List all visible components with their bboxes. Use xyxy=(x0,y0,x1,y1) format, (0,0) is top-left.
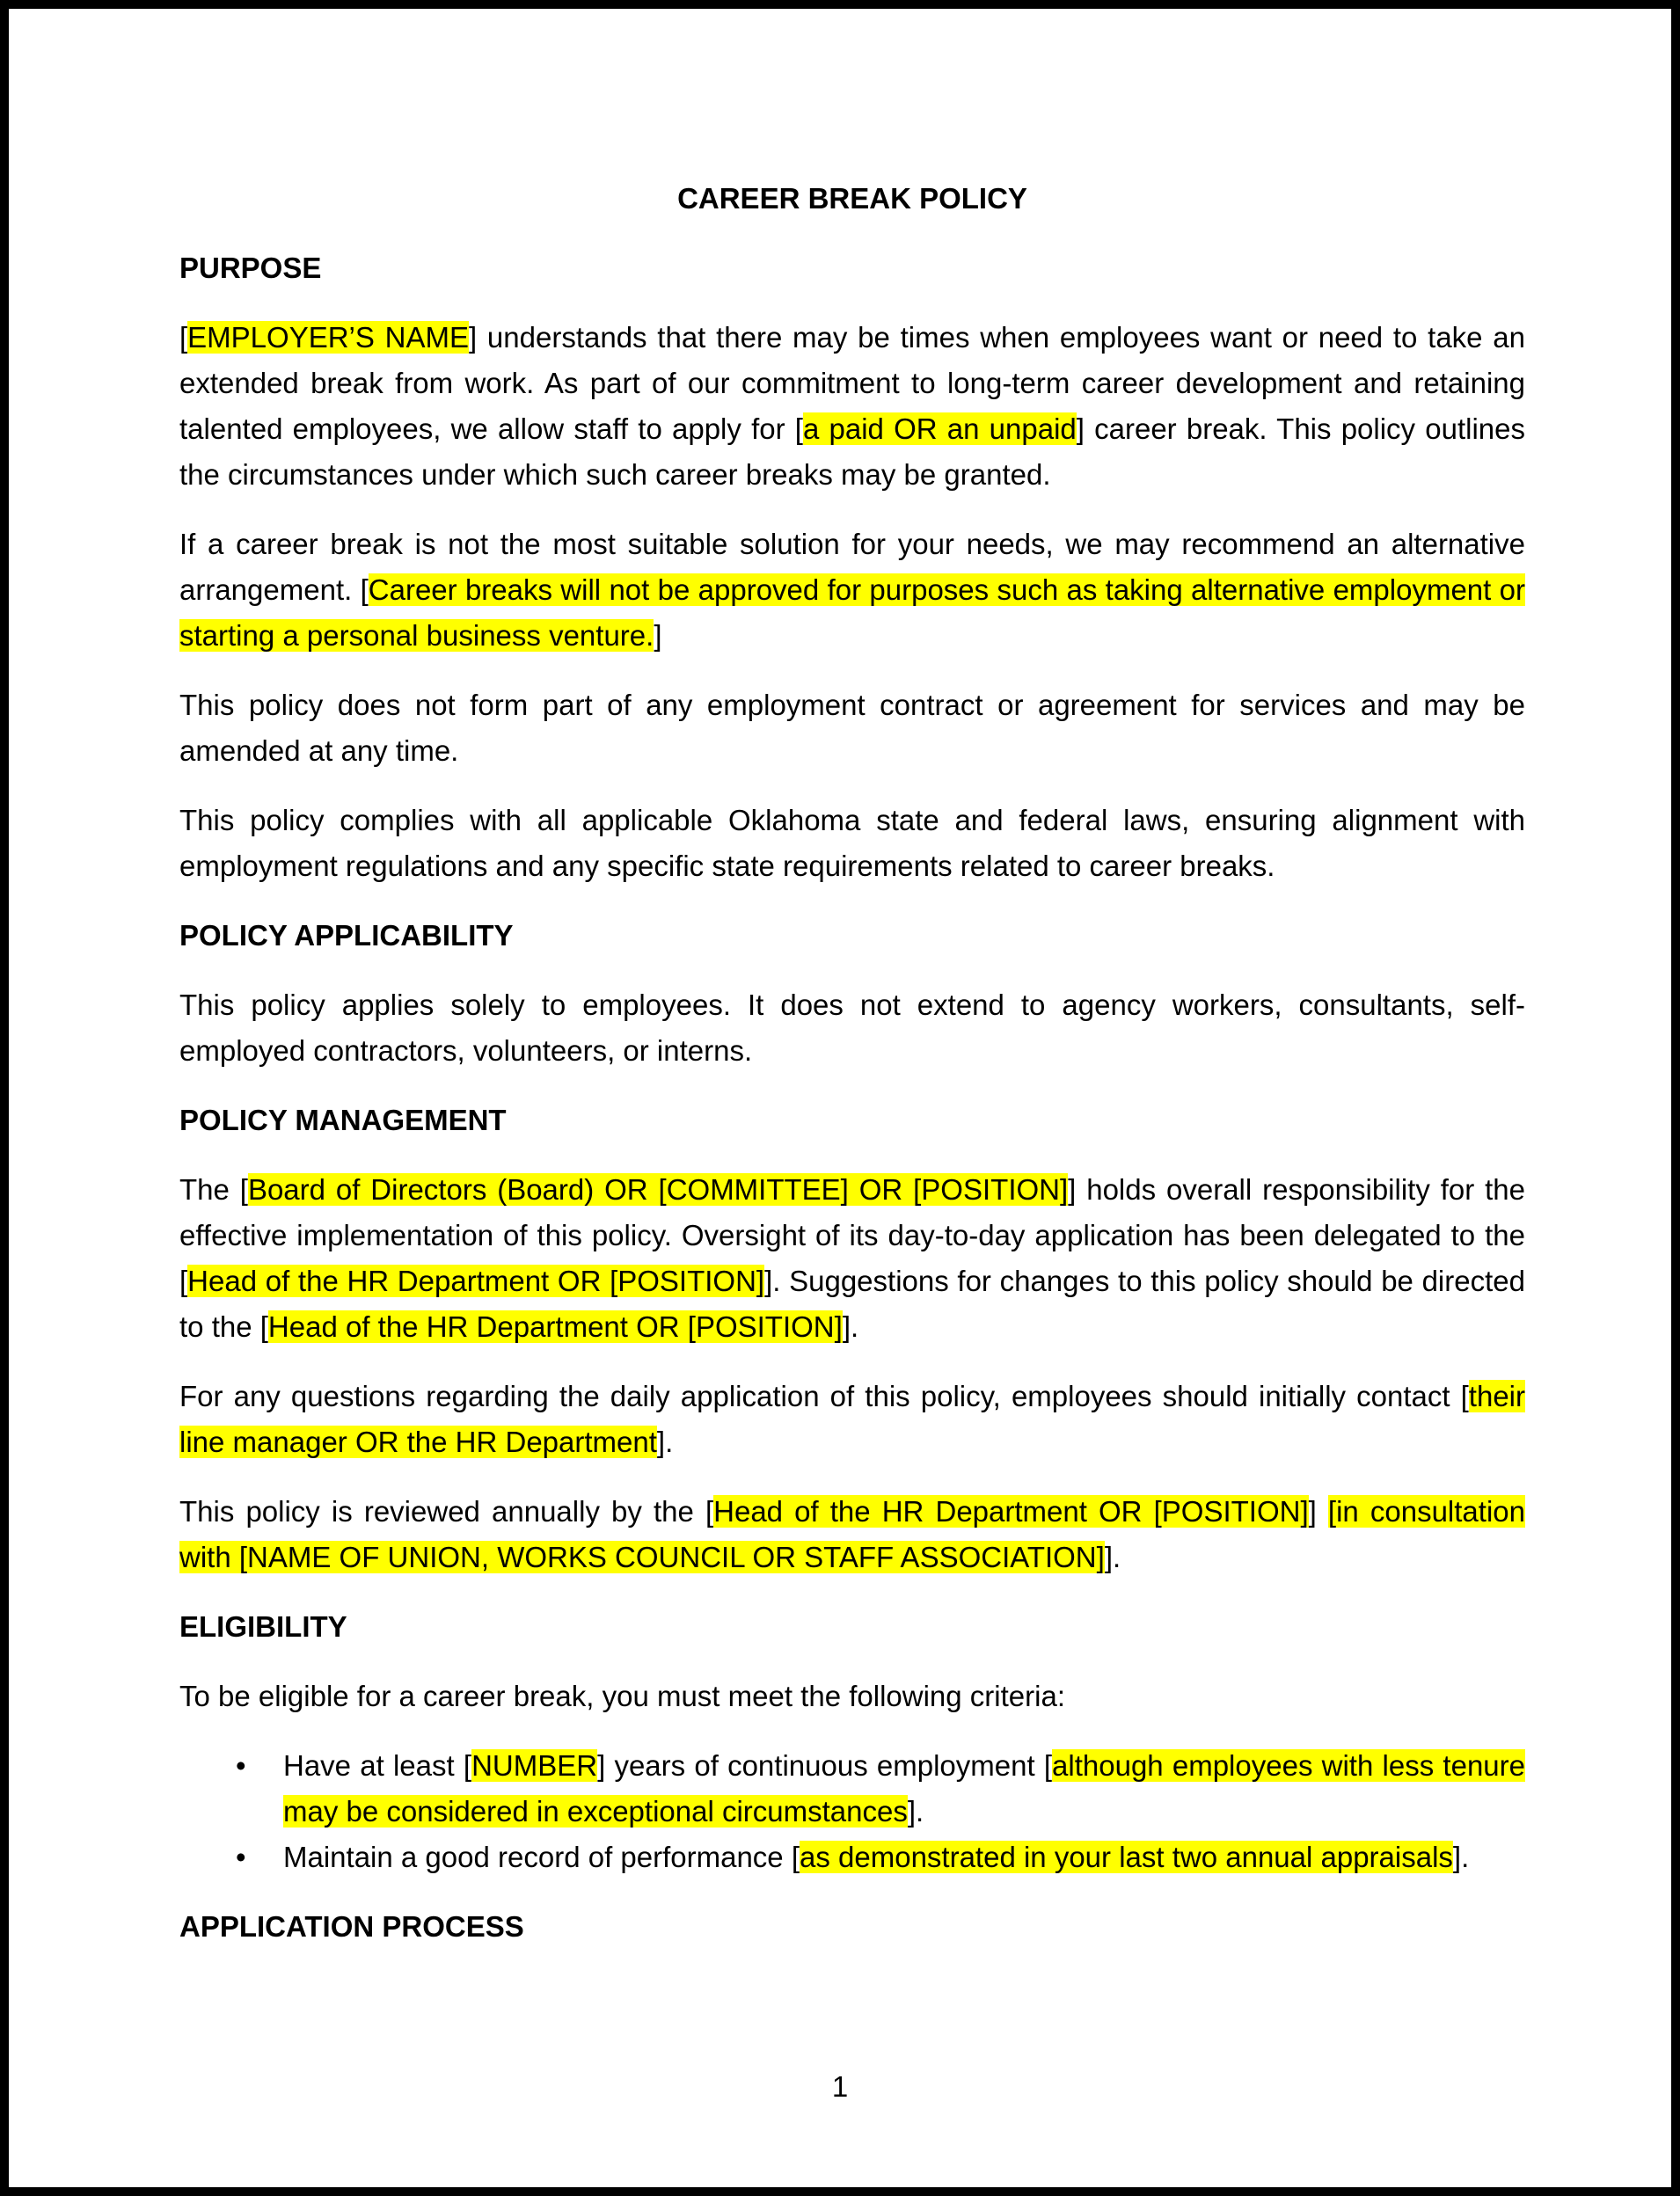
bullet-item xyxy=(283,1743,1525,1835)
section-heading: POLICY APPLICABILITY xyxy=(179,919,514,952)
bullet-list xyxy=(179,1743,1525,1880)
paragraph xyxy=(179,1374,1525,1465)
text-run: ]. xyxy=(907,1795,924,1828)
section-heading: POLICY MANAGEMENT xyxy=(179,1104,507,1136)
highlighted-placeholder: Board of Directors (Board) OR [COMMITTEE] OR [POSITION] xyxy=(247,1173,1069,1206)
highlighted-placeholder: their line manager OR the HR Department xyxy=(179,1380,1525,1458)
document-body xyxy=(179,245,1525,1950)
document-content xyxy=(9,9,1671,1950)
paragraph xyxy=(179,982,1525,1074)
highlighted-placeholder: Head of the HR Department OR [POSITION] xyxy=(713,1495,1309,1528)
paragraph xyxy=(179,1674,1525,1719)
section-heading: PURPOSE xyxy=(179,252,322,284)
text-run: ]. xyxy=(1452,1841,1470,1873)
text-run: ]. xyxy=(1104,1541,1121,1573)
text-run: Have at least [ xyxy=(283,1749,472,1782)
paragraph xyxy=(179,798,1525,889)
highlighted-placeholder: NUMBER xyxy=(471,1749,598,1782)
text-run: Maintain a good record of performance [ xyxy=(283,1841,800,1873)
text-run: To be eligible for a career break, you must meet the following criteria: xyxy=(179,1680,1065,1712)
paragraph xyxy=(179,1167,1525,1350)
text-run: This policy complies with all applicable Oklahoma state and federal laws, ensuring alignment with employment regulations and any specific state requirements related to career breaks. xyxy=(179,804,1525,882)
section-heading: APPLICATION PROCESS xyxy=(179,1910,524,1943)
text-run: This policy applies solely to employees. It does not extend to agency workers, consultants, self-employed contractors, volunteers, or interns. xyxy=(179,989,1525,1067)
highlighted-placeholder: as demonstrated in your last two annual appraisals xyxy=(800,1841,1453,1873)
highlighted-placeholder: a paid OR an unpaid xyxy=(802,412,1077,445)
text-run: ] holds overall responsibility for the effective implementation of this policy. Oversight of its day-to-day application has been delegated to the [ xyxy=(179,1173,1526,1297)
paragraph xyxy=(179,1489,1525,1580)
paragraph xyxy=(179,522,1525,659)
highlighted-placeholder: Career breaks will not be approved for purposes such as taking alternative employment or starting a personal business venture. xyxy=(179,573,1525,652)
highlighted-placeholder: Head of the HR Department OR [POSITION] xyxy=(267,1310,843,1343)
text-run: ]. xyxy=(842,1310,859,1343)
text-run: ] career break. This policy outlines the circumstances under which such career breaks may be granted. xyxy=(179,412,1525,491)
paragraph xyxy=(179,315,1525,498)
page-number: 1 xyxy=(831,2070,849,2103)
text-run: This policy does not form part of any employment contract or agreement for services and may be amended at any time. xyxy=(179,689,1525,767)
text-run: This policy is reviewed annually by the [ xyxy=(179,1495,714,1528)
bullet-item xyxy=(283,1835,1525,1880)
highlighted-placeholder: [in consultation with [NAME OF UNION, WORKS COUNCIL OR STAFF ASSOCIATION] xyxy=(179,1495,1525,1573)
text-run: [ xyxy=(179,321,188,354)
paragraph xyxy=(179,682,1525,774)
document-title: CAREER BREAK POLICY xyxy=(677,182,1027,215)
highlighted-placeholder: EMPLOYER’S NAME xyxy=(187,321,469,354)
text-run: ]. xyxy=(656,1426,674,1458)
text-run: ] understands that there may be times when employees want or need to take an extended break from work. As part of our commitment to long-term career development and retaining talented employees, we allow staff to apply for [ xyxy=(179,321,1525,445)
section-heading: ELIGIBILITY xyxy=(179,1610,347,1643)
text-run: ] years of continuous employment [ xyxy=(597,1749,1053,1782)
text-run: For any questions regarding the daily application of this policy, employees should initially contact [ xyxy=(179,1380,1469,1412)
text-run: The [ xyxy=(179,1173,248,1206)
text-run: ] xyxy=(1308,1495,1328,1528)
text-run: ] xyxy=(654,619,662,652)
highlighted-placeholder: Head of the HR Department OR [POSITION] xyxy=(187,1265,765,1297)
highlighted-placeholder: although employees with less tenure may be considered in exceptional circumstances xyxy=(283,1749,1525,1828)
text-run: ]. Suggestions for changes to this policy should be directed to the [ xyxy=(179,1265,1525,1343)
text-run: If a career break is not the most suitable solution for your needs, we may recommend an alternative arrangement. [ xyxy=(179,528,1525,606)
